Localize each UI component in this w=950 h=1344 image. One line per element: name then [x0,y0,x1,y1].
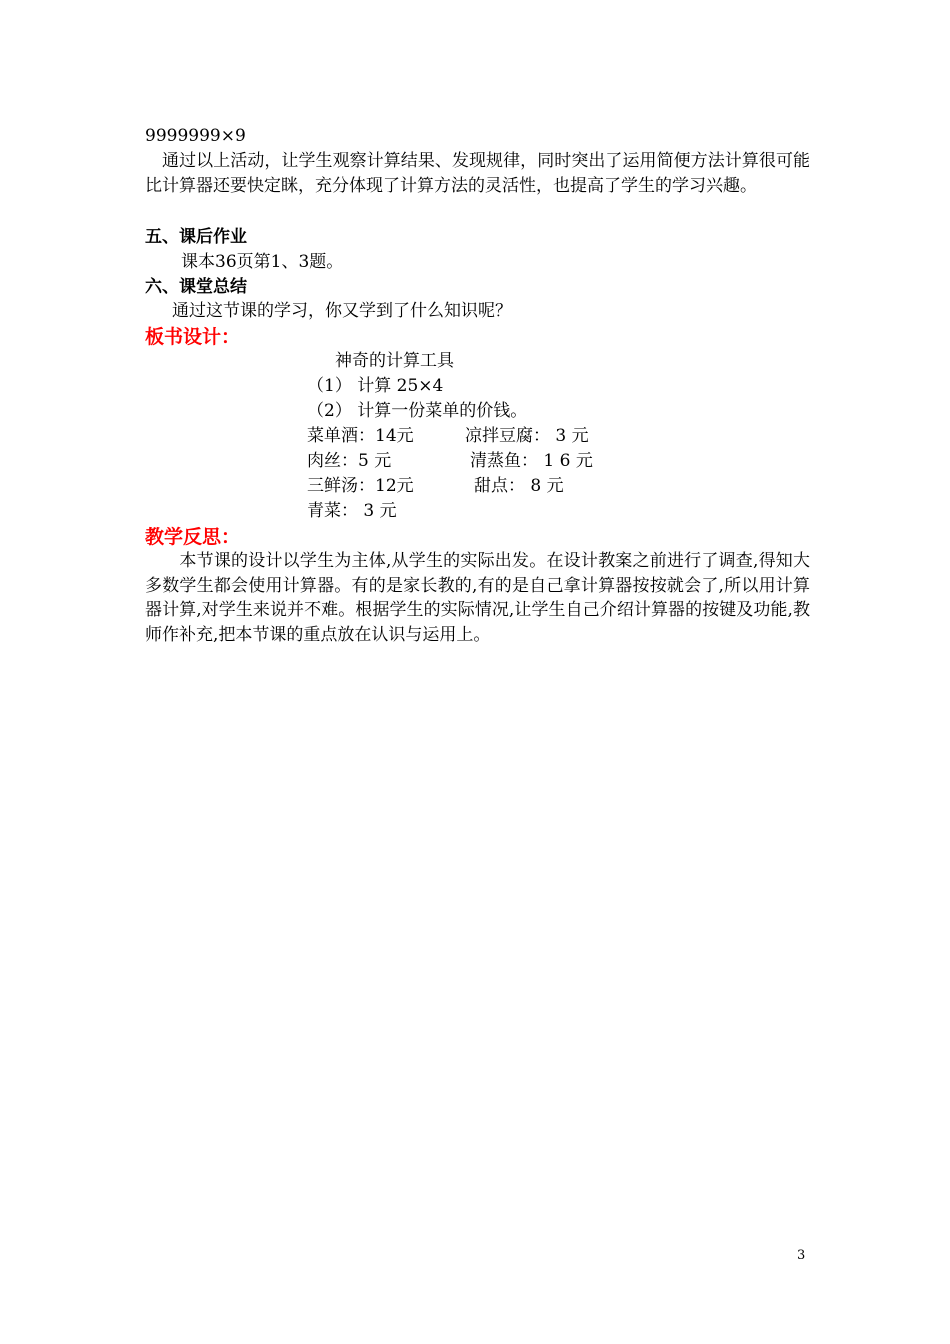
menu-item-right: 清蒸鱼： 1 6 元 [470,451,593,471]
section-5-heading: 五、课后作业 [145,227,247,247]
section-5-text: 课本36页第1、3题。 [181,252,344,272]
menu-item-right: 甜点： 8 元 [474,476,564,496]
menu-item-right: 凉拌豆腐： 3 元 [465,426,589,446]
board-item-2: （2） 计算一份菜单的价钱。 [307,401,528,421]
reflection-heading: 教学反思： [145,526,241,548]
menu-item-left: 菜单酒：14元 [307,426,414,446]
board-design-heading: 板书设计： [145,326,241,348]
section-6-text: 通过这节课的学习，你又学到了什么知识呢？ [172,301,512,321]
activity-paragraph: 通过以上活动，让学生观察计算结果、发现规律，同时突出了运用简便方法计算很可能比计算器还要快定眯，充分体现了计算方法的灵活性，也提高了学生的学习兴趣。 [145,151,810,196]
board-title: 神奇的计算工具 [335,351,454,371]
formula-line: 9999999×9 [145,126,246,146]
page-number: 3 [797,1248,806,1263]
menu-item-left: 肉丝：5 元 [307,451,392,471]
menu-item-left: 三鲜汤：12元 [307,476,414,496]
reflection-paragraph: 本节课的设计以学生为主体,从学生的实际出发。在设计教案之前进行了调查,得知大多数学生都会使用计算器。有的是家长教的,有的是自己拿计算器按按就会了,所以用计算器计算,对学生来说并不难。根据学生的实际情况,让学生自己介绍计算器的按键及功能,教师作补充,把本节课的重点放在认识与运用上。 [145,551,810,645]
section-6-heading: 六、课堂总结 [145,277,247,297]
board-item-1: （1） 计算 25×4 [307,376,444,396]
menu-item-left: 青菜： 3 元 [307,501,397,521]
